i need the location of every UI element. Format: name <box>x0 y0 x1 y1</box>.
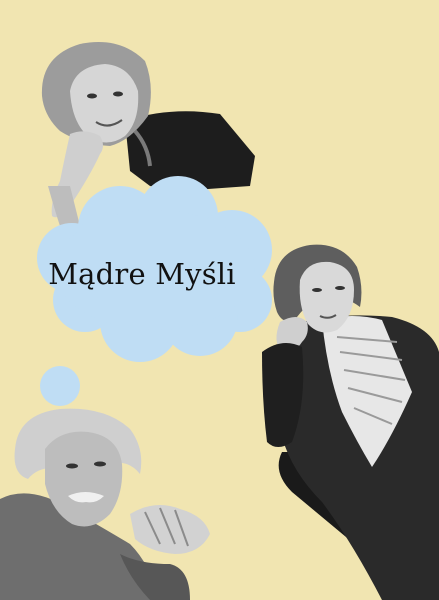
page-title: Mądre Myśli <box>48 257 236 291</box>
seated-woman-portrait <box>262 242 439 600</box>
elderly-man-portrait <box>0 404 215 600</box>
